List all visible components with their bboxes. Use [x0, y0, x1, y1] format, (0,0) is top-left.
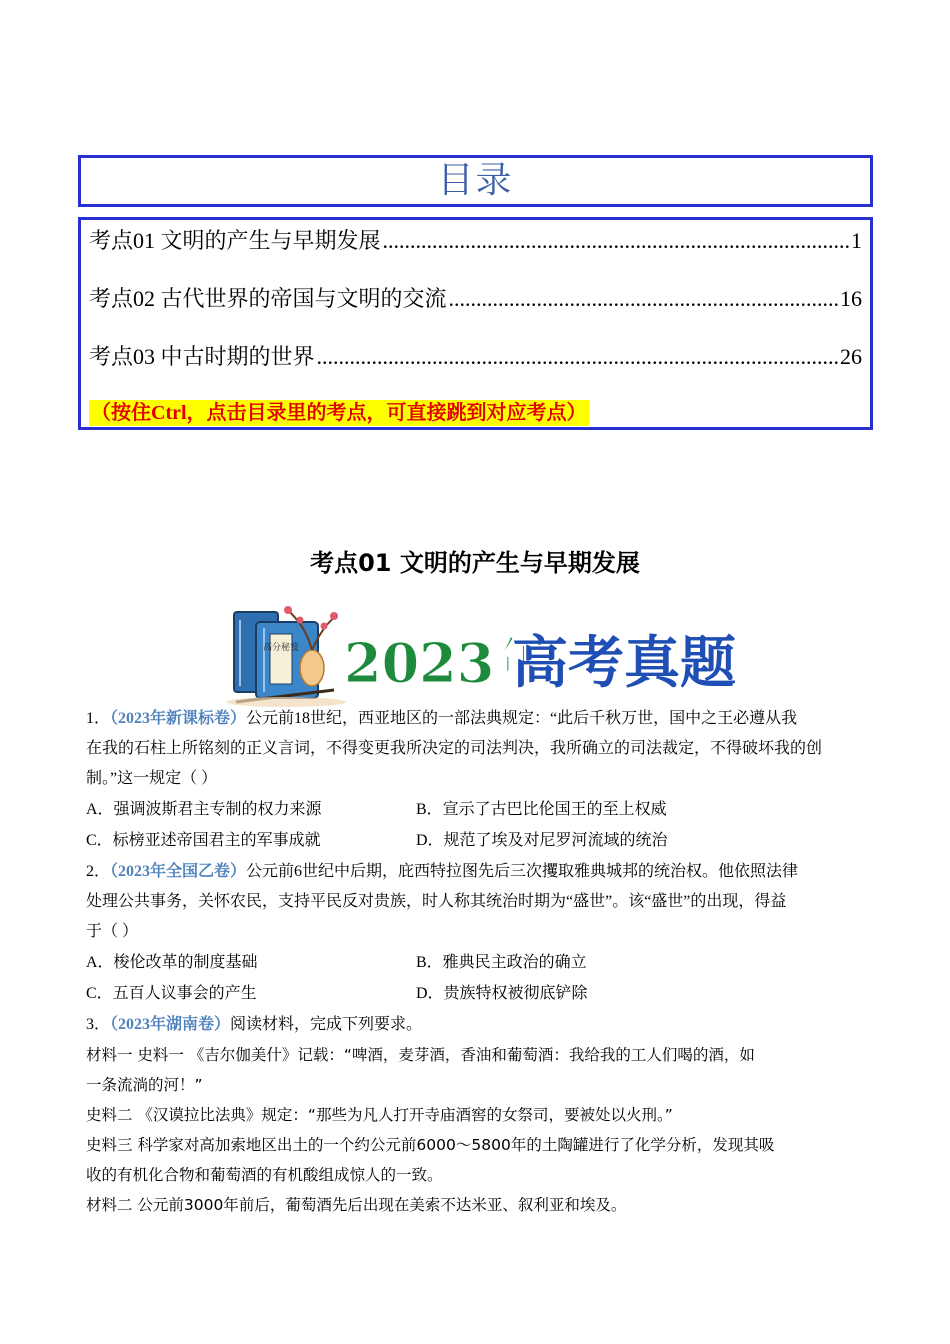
option-b[interactable]: B．雅典民主政治的确立 — [416, 954, 587, 971]
option-c[interactable]: C．标榜亚述帝国君主的军事成就 — [86, 832, 321, 849]
toc-entry-page: 1 — [851, 228, 862, 253]
question-source: （2023年全国乙卷） — [110, 863, 247, 880]
option-a[interactable]: A．梭伦改革的制度基础 — [86, 954, 258, 971]
books-illustration-icon — [216, 598, 736, 710]
toc-entry-1[interactable] — [89, 226, 862, 256]
question-text: 处理公共事务，关怀农民，支持平民反对贵族，时人称其统治时期为“盛世”。该“盛世”的出现，得益 — [86, 893, 787, 910]
options-row — [86, 947, 866, 978]
banner-text: 高考真题 — [512, 630, 736, 696]
material-line: 一条流淌的河！” — [86, 1076, 203, 1094]
question-number: 2． — [86, 863, 111, 880]
section-title: 考点01 文明的产生与早期发展 — [310, 549, 640, 577]
option-d[interactable]: D．贵族特权被彻底铲除 — [416, 985, 588, 1002]
toc-entry-label: 考点01 文明的产生与早期发展 — [89, 228, 381, 253]
toc-entry-page: 26 — [840, 344, 862, 369]
exam-banner — [216, 598, 736, 710]
option-b[interactable]: B．宣示了古巴比伦国王的至上权威 — [416, 801, 667, 818]
question-3 — [86, 1010, 866, 1220]
question-text: 公元前18世纪，西亚地区的一部法典规定：“此后千秋万世，国中之王必遵从我 — [246, 710, 798, 727]
toc-leader-dots — [449, 284, 838, 314]
question-text: 于（ ） — [86, 923, 139, 940]
toc-ctrl-note: （按住Ctrl，点击目录里的考点，可直接跳到对应考点） — [91, 402, 587, 424]
question-stem — [86, 857, 866, 887]
toc-entry-page: 16 — [840, 286, 862, 311]
book-label: 高分秘笈 — [262, 643, 300, 653]
question-1 — [86, 704, 866, 856]
material-line: 收的有机化合物和葡萄酒的有机酸组成惊人的一致。 — [86, 1166, 443, 1184]
question-text: 制。”这一规定（ ） — [86, 770, 218, 787]
question-stem — [86, 704, 866, 734]
question-text: 阅读材料，完成下列要求。 — [230, 1016, 423, 1033]
question-number: 3． — [86, 1016, 111, 1033]
toc-entry-label: 考点03 中古时期的世界 — [89, 344, 315, 369]
options-row — [86, 825, 866, 856]
question-stem — [86, 1010, 866, 1040]
option-a[interactable]: A．强调波斯君主专制的权力来源 — [86, 801, 322, 818]
options-row — [86, 794, 866, 825]
banner-year: 2023年 — [344, 631, 549, 695]
question-number: 1． — [86, 710, 111, 727]
option-c[interactable]: C．五百人议事会的产生 — [86, 985, 257, 1002]
question-source: （2023年湖南卷） — [110, 1016, 231, 1033]
toc-box — [78, 217, 873, 430]
toc-title: 目录 — [437, 160, 514, 201]
material-line: 史料三 科学家对高加索地区出土的一个约公元前6000～5800年的土陶罐进行了化学分析，发现其吸 — [86, 1136, 775, 1154]
toc-entry-label: 考点02 古代世界的帝国与文明的交流 — [89, 286, 447, 311]
question-text: 公元前6世纪中后期，庇西特拉图先后三次攫取雅典城邦的统治权。他依照法律 — [246, 863, 799, 880]
material-line: 材料二 公元前3000年前后，葡萄酒先后出现在美索不达米亚、叙利亚和埃及。 — [86, 1196, 627, 1214]
toc-title-box — [78, 155, 873, 207]
question-source: （2023年新课标卷） — [110, 710, 247, 727]
material-line: 材料一 史料一 《吉尔伽美什》记载：“啤酒，麦芽酒，香油和葡萄酒：我给我的工人们喝的酒，如 — [86, 1046, 755, 1064]
toc-leader-dots — [317, 342, 838, 372]
question-text: 在我的石柱上所铭刻的正义言词，不得变更我所决定的司法判决，我所确立的司法裁定，不得破坏我的创 — [86, 740, 823, 757]
question-2 — [86, 857, 866, 1009]
toc-leader-dots — [383, 226, 849, 256]
options-row — [86, 978, 866, 1009]
option-d[interactable]: D．规范了埃及对尼罗河流域的统治 — [416, 832, 668, 849]
material-line: 史料二 《汉谟拉比法典》规定：“那些为凡人打开寺庙酒窖的女祭司，要被处以火刑。” — [86, 1106, 673, 1124]
toc-entry-2[interactable] — [89, 284, 862, 314]
toc-entry-3[interactable] — [89, 342, 862, 372]
